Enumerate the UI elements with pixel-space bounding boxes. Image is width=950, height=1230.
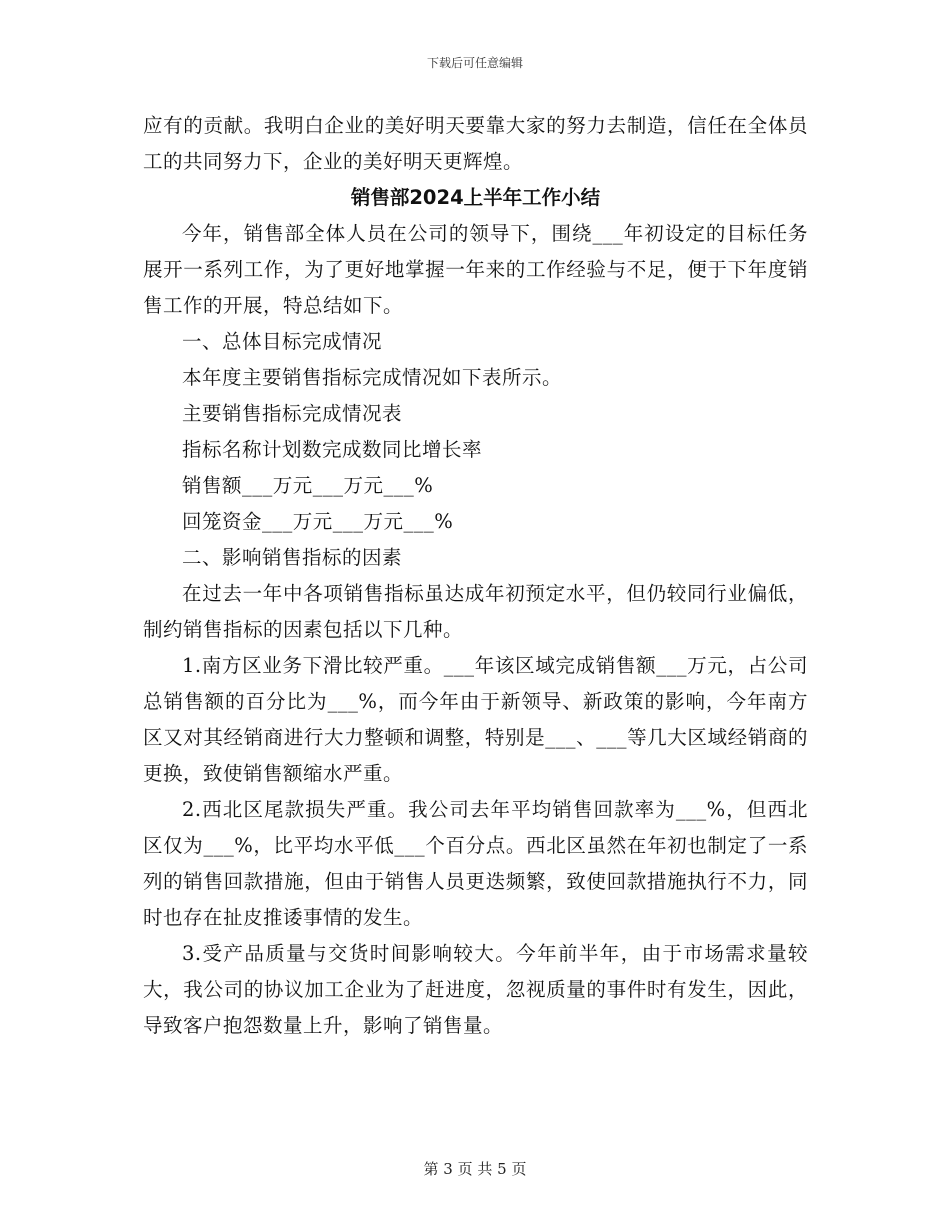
heading-factors: 二、影响销售指标的因素	[182, 546, 403, 569]
table-row-collections: 回笼资金___万元___万元___%	[182, 510, 454, 533]
table-header-row: 指标名称计划数完成数同比增长率	[182, 438, 483, 461]
table-row-sales: 销售额___万元___万元___%	[182, 474, 434, 497]
page-footer: 第 3 页 共 5 页	[423, 1160, 527, 1178]
paragraph-factor-3: 3.受产品质量与交货时间影响较大。今年前半年，由于市场需求量较大，我公司的协议加工企业为了赶进度，忽视质量的事件时有发生，因此，导致客户抱怨数量上升，影响了销售量。	[143, 942, 808, 1037]
paragraph-factor-1: 1.南方区业务下滑比较严重。___年该区域完成销售额___万元，占公司总销售额的百分比为___%，而今年由于新领导、新政策的影响，今年南方区又对其经销商进行大力整顿和调整，特别是___、___等几大区域经销商的更换，致使销售额缩水严重。	[143, 654, 808, 785]
section-title: 销售部2024上半年工作小结	[350, 186, 601, 209]
document-body	[143, 108, 808, 1044]
paragraph-intro: 今年，销售部全体人员在公司的领导下，围绕___年初设定的目标任务展开一系列工作，为了更好地掌握一年来的工作经验与不足，便于下年度销售工作的开展，特总结如下。	[143, 222, 808, 317]
paragraph-table-intro: 本年度主要销售指标完成情况如下表所示。	[182, 366, 563, 389]
paragraph-continuation: 应有的贡献。我明白企业的美好明天要靠大家的努力去制造，信任在全体员工的共同努力下，企业的美好明天更辉煌。	[143, 114, 808, 173]
page-header: 下载后可任意编辑	[426, 56, 523, 70]
paragraph-factor-2: 2.西北区尾款损失严重。我公司去年平均销售回款率为___%，但西北区仅为___%，比平均水平低___个百分点。西北区虽然在年初也制定了一系列的销售回款措施，但由于销售人员更迭频繁，致使回款措施执行不力，同时也存在扯皮推诿事情的发生。	[143, 798, 808, 929]
table-caption: 主要销售指标完成情况表	[182, 402, 403, 425]
heading-overall-goals: 一、总体目标完成情况	[182, 330, 383, 353]
paragraph-factors-intro: 在过去一年中各项销售指标虽达成年初预定水平，但仍较同行业偏低，制约销售指标的因素包括以下几种。	[143, 582, 808, 641]
